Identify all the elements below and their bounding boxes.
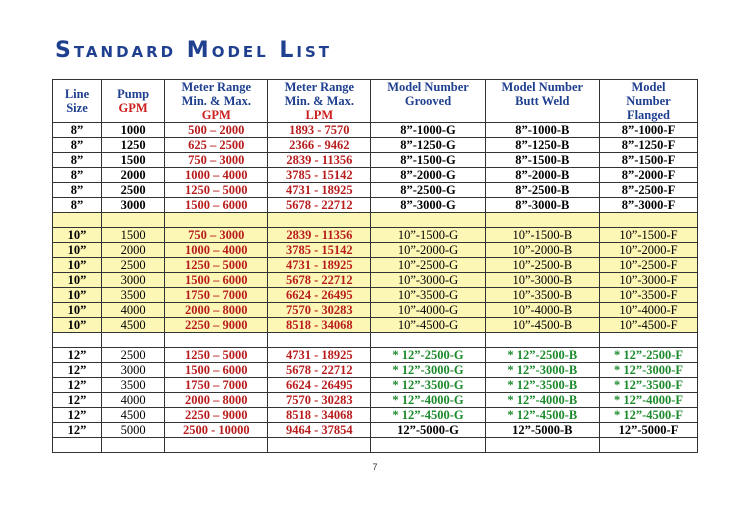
cell-range-lpm: 6624 - 26495 (268, 288, 371, 303)
cell-range-gpm: 2250 – 9000 (165, 318, 268, 333)
table-row (53, 378, 698, 393)
table-row (53, 123, 698, 138)
cell-model-grooved: 8”-1250-G (371, 138, 485, 153)
empty-cell (165, 213, 268, 228)
empty-cell (268, 438, 371, 453)
cell-model-grooved: 8”-1000-G (371, 123, 485, 138)
cell-line-size: 10” (53, 273, 102, 288)
cell-model-buttweld: 10”-1500-B (485, 228, 599, 243)
header-model-flanged: Model Number Flanged (599, 80, 697, 123)
cell-model-flanged: 10”-1500-F (599, 228, 697, 243)
cell-model-grooved: 8”-2500-G (371, 183, 485, 198)
cell-model-grooved: 10”-4500-G (371, 318, 485, 333)
table-row (53, 168, 698, 183)
cell-pump-gpm: 2000 (101, 243, 164, 258)
empty-cell (165, 438, 268, 453)
cell-model-buttweld: 8”-1500-B (485, 153, 599, 168)
cell-model-buttweld: 8”-1000-B (485, 123, 599, 138)
cell-line-size: 10” (53, 303, 102, 318)
cell-model-flanged: 10”-4000-F (599, 303, 697, 318)
cell-range-gpm: 750 – 3000 (165, 228, 268, 243)
cell-model-grooved: 10”-2000-G (371, 243, 485, 258)
cell-line-size: 12” (53, 393, 102, 408)
table-row (53, 243, 698, 258)
cell-model-grooved: 10”-2500-G (371, 258, 485, 273)
cell-range-gpm: 500 – 2000 (165, 123, 268, 138)
cell-model-grooved: 8”-2000-G (371, 168, 485, 183)
cell-range-gpm: 1500 – 6000 (165, 363, 268, 378)
cell-model-flanged: * 12”-2500-F (599, 348, 697, 363)
cell-model-grooved: 12”-5000-G (371, 423, 485, 438)
cell-range-gpm: 1250 – 5000 (165, 258, 268, 273)
cell-range-lpm: 2366 - 9462 (268, 138, 371, 153)
cell-model-flanged: 8”-2500-F (599, 183, 697, 198)
cell-range-lpm: 3785 - 15142 (268, 168, 371, 183)
cell-pump-gpm: 1250 (101, 138, 164, 153)
empty-cell (165, 333, 268, 348)
cell-model-flanged: 8”-1250-F (599, 138, 697, 153)
header-meter-range-lpm: Meter Range Min. & Max. LPM (268, 80, 371, 123)
cell-range-gpm: 2250 – 9000 (165, 408, 268, 423)
cell-range-lpm: 2839 - 11356 (268, 153, 371, 168)
empty-cell (485, 438, 599, 453)
table-body (53, 123, 698, 453)
table-row (53, 138, 698, 153)
header-model-buttweld: Model Number Butt Weld (485, 80, 599, 123)
cell-model-grooved: 10”-1500-G (371, 228, 485, 243)
cell-range-gpm: 1250 – 5000 (165, 183, 268, 198)
cell-pump-gpm: 2500 (101, 348, 164, 363)
cell-model-buttweld: 8”-1250-B (485, 138, 599, 153)
table-row (53, 258, 698, 273)
cell-model-grooved: * 12”-2500-G (371, 348, 485, 363)
cell-line-size: 8” (53, 153, 102, 168)
cell-line-size: 8” (53, 123, 102, 138)
cell-line-size: 10” (53, 228, 102, 243)
empty-cell (371, 438, 485, 453)
cell-range-lpm: 7570 - 30283 (268, 393, 371, 408)
empty-cell (101, 213, 164, 228)
cell-model-flanged: 10”-3500-F (599, 288, 697, 303)
cell-pump-gpm: 4500 (101, 318, 164, 333)
cell-range-lpm: 4731 - 18925 (268, 183, 371, 198)
spacer-row (53, 438, 698, 453)
empty-cell (371, 333, 485, 348)
cell-model-grooved: 8”-3000-G (371, 198, 485, 213)
table-row (53, 228, 698, 243)
table-row (53, 363, 698, 378)
cell-model-grooved: * 12”-3000-G (371, 363, 485, 378)
cell-range-lpm: 4731 - 18925 (268, 348, 371, 363)
cell-range-lpm: 9464 - 37854 (268, 423, 371, 438)
cell-model-flanged: 10”-2500-F (599, 258, 697, 273)
empty-cell (485, 333, 599, 348)
table-row (53, 273, 698, 288)
cell-pump-gpm: 1500 (101, 153, 164, 168)
cell-pump-gpm: 4000 (101, 393, 164, 408)
cell-line-size: 12” (53, 378, 102, 393)
cell-model-buttweld: 10”-2000-B (485, 243, 599, 258)
table-row (53, 318, 698, 333)
cell-model-flanged: * 12”-4000-F (599, 393, 697, 408)
cell-model-buttweld: * 12”-3000-B (485, 363, 599, 378)
cell-range-gpm: 2500 - 10000 (165, 423, 268, 438)
cell-pump-gpm: 3500 (101, 378, 164, 393)
cell-model-grooved: * 12”-4000-G (371, 393, 485, 408)
cell-model-grooved: 10”-3500-G (371, 288, 485, 303)
cell-pump-gpm: 4000 (101, 303, 164, 318)
cell-pump-gpm: 2000 (101, 168, 164, 183)
cell-line-size: 12” (53, 348, 102, 363)
empty-cell (268, 333, 371, 348)
cell-line-size: 8” (53, 168, 102, 183)
cell-model-buttweld: 10”-3500-B (485, 288, 599, 303)
cell-pump-gpm: 2500 (101, 183, 164, 198)
cell-range-gpm: 2000 – 8000 (165, 393, 268, 408)
cell-model-flanged: * 12”-4500-F (599, 408, 697, 423)
spacer-row (53, 213, 698, 228)
cell-line-size: 10” (53, 288, 102, 303)
cell-line-size: 8” (53, 138, 102, 153)
cell-model-flanged: 10”-3000-F (599, 273, 697, 288)
cell-model-buttweld: 8”-3000-B (485, 198, 599, 213)
empty-cell (268, 213, 371, 228)
cell-model-flanged: * 12”-3500-F (599, 378, 697, 393)
table-row (53, 288, 698, 303)
table-row (53, 408, 698, 423)
cell-pump-gpm: 3000 (101, 363, 164, 378)
header-model-grooved: Model Number Grooved (371, 80, 485, 123)
empty-cell (53, 333, 102, 348)
cell-range-gpm: 625 – 2500 (165, 138, 268, 153)
table-row (53, 393, 698, 408)
cell-line-size: 10” (53, 258, 102, 273)
cell-line-size: 12” (53, 408, 102, 423)
cell-pump-gpm: 2500 (101, 258, 164, 273)
cell-range-gpm: 1750 – 7000 (165, 378, 268, 393)
cell-model-buttweld: * 12”-3500-B (485, 378, 599, 393)
cell-model-grooved: 10”-3000-G (371, 273, 485, 288)
cell-range-lpm: 6624 - 26495 (268, 378, 371, 393)
cell-line-size: 8” (53, 183, 102, 198)
empty-cell (53, 213, 102, 228)
page-title: Standard Model List (55, 38, 332, 63)
empty-cell (485, 213, 599, 228)
page-number: 7 (372, 462, 378, 472)
empty-cell (101, 438, 164, 453)
cell-range-gpm: 1000 – 4000 (165, 168, 268, 183)
cell-line-size: 10” (53, 318, 102, 333)
cell-model-flanged: 10”-4500-F (599, 318, 697, 333)
cell-range-lpm: 7570 - 30283 (268, 303, 371, 318)
cell-line-size: 12” (53, 363, 102, 378)
cell-model-grooved: 10”-4000-G (371, 303, 485, 318)
cell-pump-gpm: 1000 (101, 123, 164, 138)
cell-range-gpm: 1500 – 6000 (165, 273, 268, 288)
cell-pump-gpm: 3000 (101, 273, 164, 288)
cell-model-grooved: * 12”-4500-G (371, 408, 485, 423)
cell-model-flanged: * 12”-3000-F (599, 363, 697, 378)
cell-model-flanged: 8”-2000-F (599, 168, 697, 183)
empty-cell (101, 333, 164, 348)
cell-range-lpm: 8518 - 34068 (268, 318, 371, 333)
cell-range-gpm: 750 – 3000 (165, 153, 268, 168)
cell-model-flanged: 10”-2000-F (599, 243, 697, 258)
table-row (53, 183, 698, 198)
table-row (53, 423, 698, 438)
cell-pump-gpm: 5000 (101, 423, 164, 438)
cell-line-size: 10” (53, 243, 102, 258)
cell-range-gpm: 1000 – 4000 (165, 243, 268, 258)
cell-model-grooved: * 12”-3500-G (371, 378, 485, 393)
cell-model-buttweld: * 12”-4000-B (485, 393, 599, 408)
cell-model-buttweld: 10”-4500-B (485, 318, 599, 333)
cell-line-size: 8” (53, 198, 102, 213)
empty-cell (599, 438, 697, 453)
cell-range-gpm: 1500 – 6000 (165, 198, 268, 213)
spacer-row (53, 333, 698, 348)
header-line-size: Line Size (53, 80, 102, 123)
cell-model-flanged: 8”-3000-F (599, 198, 697, 213)
table-row (53, 303, 698, 318)
table-row (53, 348, 698, 363)
cell-model-buttweld: 8”-2000-B (485, 168, 599, 183)
cell-model-flanged: 8”-1000-F (599, 123, 697, 138)
empty-cell (599, 333, 697, 348)
cell-range-lpm: 5678 - 22712 (268, 363, 371, 378)
cell-model-grooved: 8”-1500-G (371, 153, 485, 168)
cell-model-buttweld: 12”-5000-B (485, 423, 599, 438)
header-meter-range-gpm: Meter Range Min. & Max. GPM (165, 80, 268, 123)
cell-range-lpm: 2839 - 11356 (268, 228, 371, 243)
cell-range-lpm: 4731 - 18925 (268, 258, 371, 273)
cell-pump-gpm: 4500 (101, 408, 164, 423)
empty-cell (371, 213, 485, 228)
cell-range-gpm: 2000 – 8000 (165, 303, 268, 318)
cell-range-lpm: 1893 - 7570 (268, 123, 371, 138)
cell-range-lpm: 3785 - 15142 (268, 243, 371, 258)
cell-range-gpm: 1250 – 5000 (165, 348, 268, 363)
cell-range-lpm: 8518 - 34068 (268, 408, 371, 423)
cell-model-buttweld: * 12”-4500-B (485, 408, 599, 423)
header-pump-gpm: Pump GPM (101, 80, 164, 123)
table-row (53, 198, 698, 213)
cell-model-buttweld: * 12”-2500-B (485, 348, 599, 363)
cell-model-buttweld: 10”-3000-B (485, 273, 599, 288)
cell-pump-gpm: 1500 (101, 228, 164, 243)
cell-line-size: 12” (53, 423, 102, 438)
cell-pump-gpm: 3000 (101, 198, 164, 213)
cell-model-buttweld: 10”-4000-B (485, 303, 599, 318)
cell-range-lpm: 5678 - 22712 (268, 273, 371, 288)
empty-cell (599, 213, 697, 228)
cell-model-buttweld: 10”-2500-B (485, 258, 599, 273)
header-row (53, 80, 698, 123)
cell-model-flanged: 8”-1500-F (599, 153, 697, 168)
table-row (53, 153, 698, 168)
cell-range-gpm: 1750 – 7000 (165, 288, 268, 303)
model-table (52, 79, 698, 453)
empty-cell (53, 438, 102, 453)
cell-model-buttweld: 8”-2500-B (485, 183, 599, 198)
cell-range-lpm: 5678 - 22712 (268, 198, 371, 213)
cell-pump-gpm: 3500 (101, 288, 164, 303)
cell-model-flanged: 12”-5000-F (599, 423, 697, 438)
